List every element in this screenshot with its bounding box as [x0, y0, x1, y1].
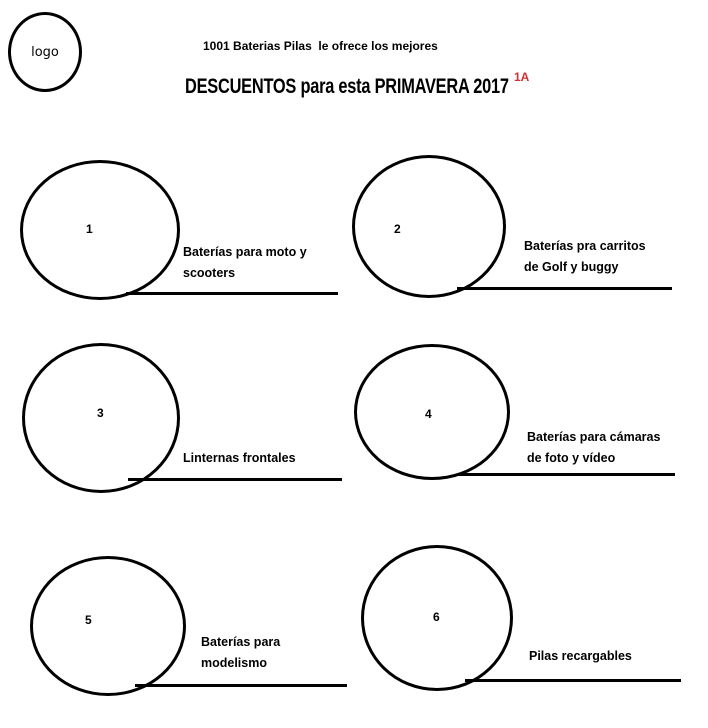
- product-label-2: Baterías pra carritos de Golf y buggy: [524, 239, 646, 274]
- product-circle-1: [20, 160, 180, 300]
- product-underline-2: [457, 287, 672, 290]
- product-circle-5: [30, 556, 186, 696]
- header-subtitle: 1001 Baterias Pilas le ofrece los mejores: [203, 39, 438, 53]
- page-title: DESCUENTOS para esta PRIMAVERA 2017: [185, 75, 509, 98]
- product-label-3: Linternas frontales: [183, 451, 296, 465]
- product-number-3: 3: [97, 406, 104, 420]
- product-number-2: 2: [394, 222, 401, 236]
- product-label-4: Baterías para cámaras de foto y vídeo: [527, 430, 661, 465]
- product-underline-6: [465, 679, 681, 682]
- product-label-6: Pilas recargables: [529, 649, 632, 663]
- product-circle-4: [354, 344, 510, 480]
- product-underline-3: [128, 478, 342, 481]
- logo-placeholder: [8, 12, 82, 92]
- product-number-4: 4: [425, 407, 432, 421]
- version-tag: 1A: [514, 70, 530, 84]
- product-number-5: 5: [85, 613, 92, 627]
- product-underline-4: [459, 473, 675, 476]
- product-label-5: Baterías para modelismo: [201, 635, 281, 670]
- product-circle-2: [352, 155, 506, 298]
- product-number-1: 1: [86, 222, 93, 236]
- product-number-6: 6: [433, 610, 440, 624]
- product-label-1: Baterías para moto y scooters: [183, 245, 307, 280]
- product-underline-1: [126, 292, 338, 295]
- logo-label: logo: [31, 44, 59, 60]
- product-underline-5: [135, 684, 347, 687]
